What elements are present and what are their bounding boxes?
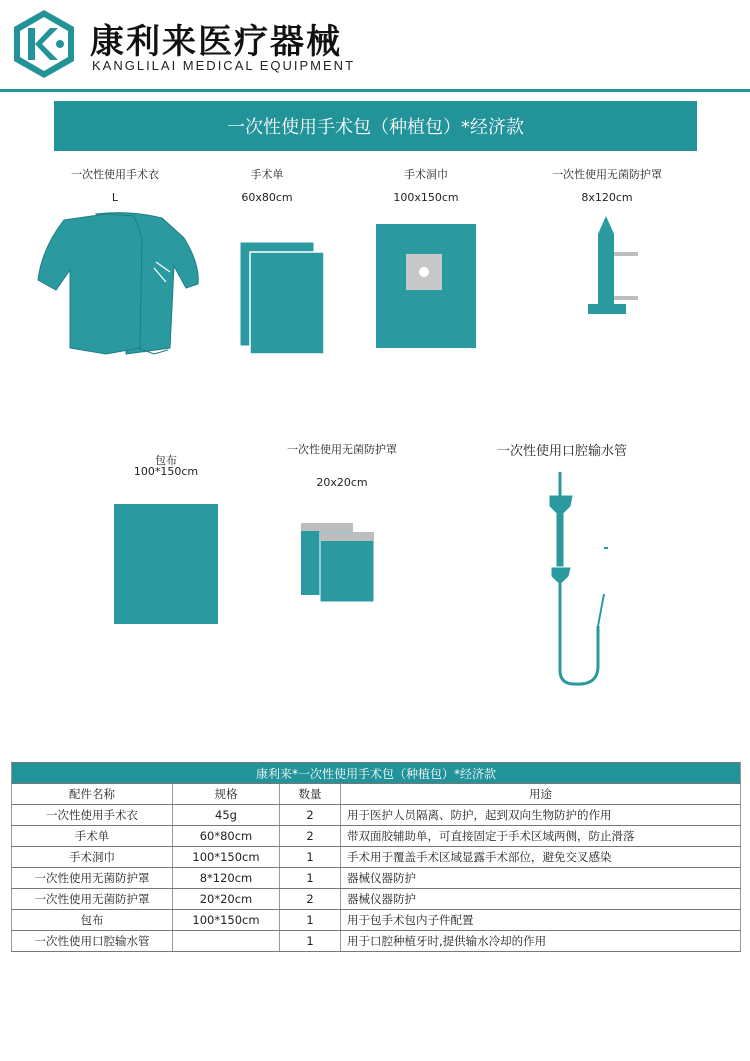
brand-logo-icon: [8, 8, 80, 80]
item-probe-cover-label: 一次性使用无菌防护罩: [552, 168, 662, 181]
cell-spec: 8*120cm: [173, 868, 280, 889]
cell-qty: 1: [280, 847, 341, 868]
table-row: [12, 910, 741, 931]
cell-spec: 20*20cm: [173, 889, 280, 910]
table-row: [12, 931, 741, 952]
table-header-usage: 用途: [341, 784, 741, 805]
header-divider: [0, 89, 750, 92]
brand-name-en: KANGLILAI MEDICAL EQUIPMENT: [92, 58, 356, 73]
item-small-cover-label: 一次性使用无菌防护罩: [287, 443, 397, 456]
table-header-spec: 规格: [173, 784, 280, 805]
cell-usage: 用于医护人员隔离、防护，起到双向生物防护的作用: [341, 805, 741, 826]
table-row: [12, 805, 741, 826]
item-gown-label: 一次性使用手术衣: [71, 168, 159, 181]
item-wrap-spec: 100*150cm: [133, 465, 199, 478]
table-row: [12, 889, 741, 910]
page-title: 一次性使用手术包（种植包）*经济款: [54, 101, 697, 151]
table-header-qty: 数量: [280, 784, 341, 805]
probe-cover-icon: [584, 212, 642, 316]
item-fenestrated-drape-spec: 100x150cm: [393, 191, 459, 204]
item-wrap-label: 包布: [155, 454, 177, 467]
cell-spec: 100*150cm: [173, 847, 280, 868]
item-small-cover-spec: 20x20cm: [316, 476, 368, 489]
component-table: [11, 762, 741, 952]
item-fenestrated-drape-label: 手术洞巾: [404, 168, 448, 181]
cell-qty: 2: [280, 889, 341, 910]
table-row: [12, 868, 741, 889]
fenestrated-drape-icon: [376, 224, 478, 350]
table-row: [12, 847, 741, 868]
brand-name-cn: 康利来医疗器械: [90, 22, 342, 62]
cell-usage: 手术用于覆盖手术区域显露手术部位，避免交叉感染: [341, 847, 741, 868]
small-cover-icon: [300, 522, 376, 604]
cell-name: 一次性使用无菌防护罩: [12, 868, 173, 889]
surgical-drape-icon: [238, 240, 328, 356]
table-row: [12, 826, 741, 847]
wrapping-cloth-icon: [114, 504, 220, 626]
cell-qty: 1: [280, 931, 341, 952]
item-gown-spec: L: [111, 191, 119, 204]
cell-qty: 1: [280, 910, 341, 931]
cell-qty: 1: [280, 868, 341, 889]
irrigation-tube-icon: [540, 470, 620, 692]
cell-usage: 用于包手术包内子件配置: [341, 910, 741, 931]
item-drape-spec: 60x80cm: [241, 191, 293, 204]
cell-spec: 60*80cm: [173, 826, 280, 847]
cell-usage: 用于口腔种植牙时,提供输水冷却的作用: [341, 931, 741, 952]
cell-usage: 器械仪器防护: [341, 868, 741, 889]
cell-usage: 器械仪器防护: [341, 889, 741, 910]
item-irrigation-tube-label: 一次性使用口腔输水管: [496, 444, 627, 459]
cell-spec: 100*150cm: [173, 910, 280, 931]
cell-qty: 2: [280, 805, 341, 826]
cell-qty: 2: [280, 826, 341, 847]
surgical-gown-icon: [34, 208, 200, 358]
cell-name: 手术洞巾: [12, 847, 173, 868]
cell-usage: 带双面胶辅助单，可直接固定于手术区域两侧，防止滑落: [341, 826, 741, 847]
table-caption: 康利来*一次性使用手术包（种植包）*经济款: [12, 763, 741, 784]
cell-name: 一次性使用手术衣: [12, 805, 173, 826]
cell-name: 一次性使用无菌防护罩: [12, 889, 173, 910]
cell-name: 一次性使用口腔输水管: [12, 931, 173, 952]
item-probe-cover-spec: 8x120cm: [581, 191, 633, 204]
cell-spec: 45g: [173, 805, 280, 826]
item-drape-label: 手术单: [250, 168, 284, 181]
cell-name: 包布: [12, 910, 173, 931]
cell-spec: [173, 931, 280, 952]
cell-name: 手术单: [12, 826, 173, 847]
table-header-name: 配件名称: [12, 784, 173, 805]
